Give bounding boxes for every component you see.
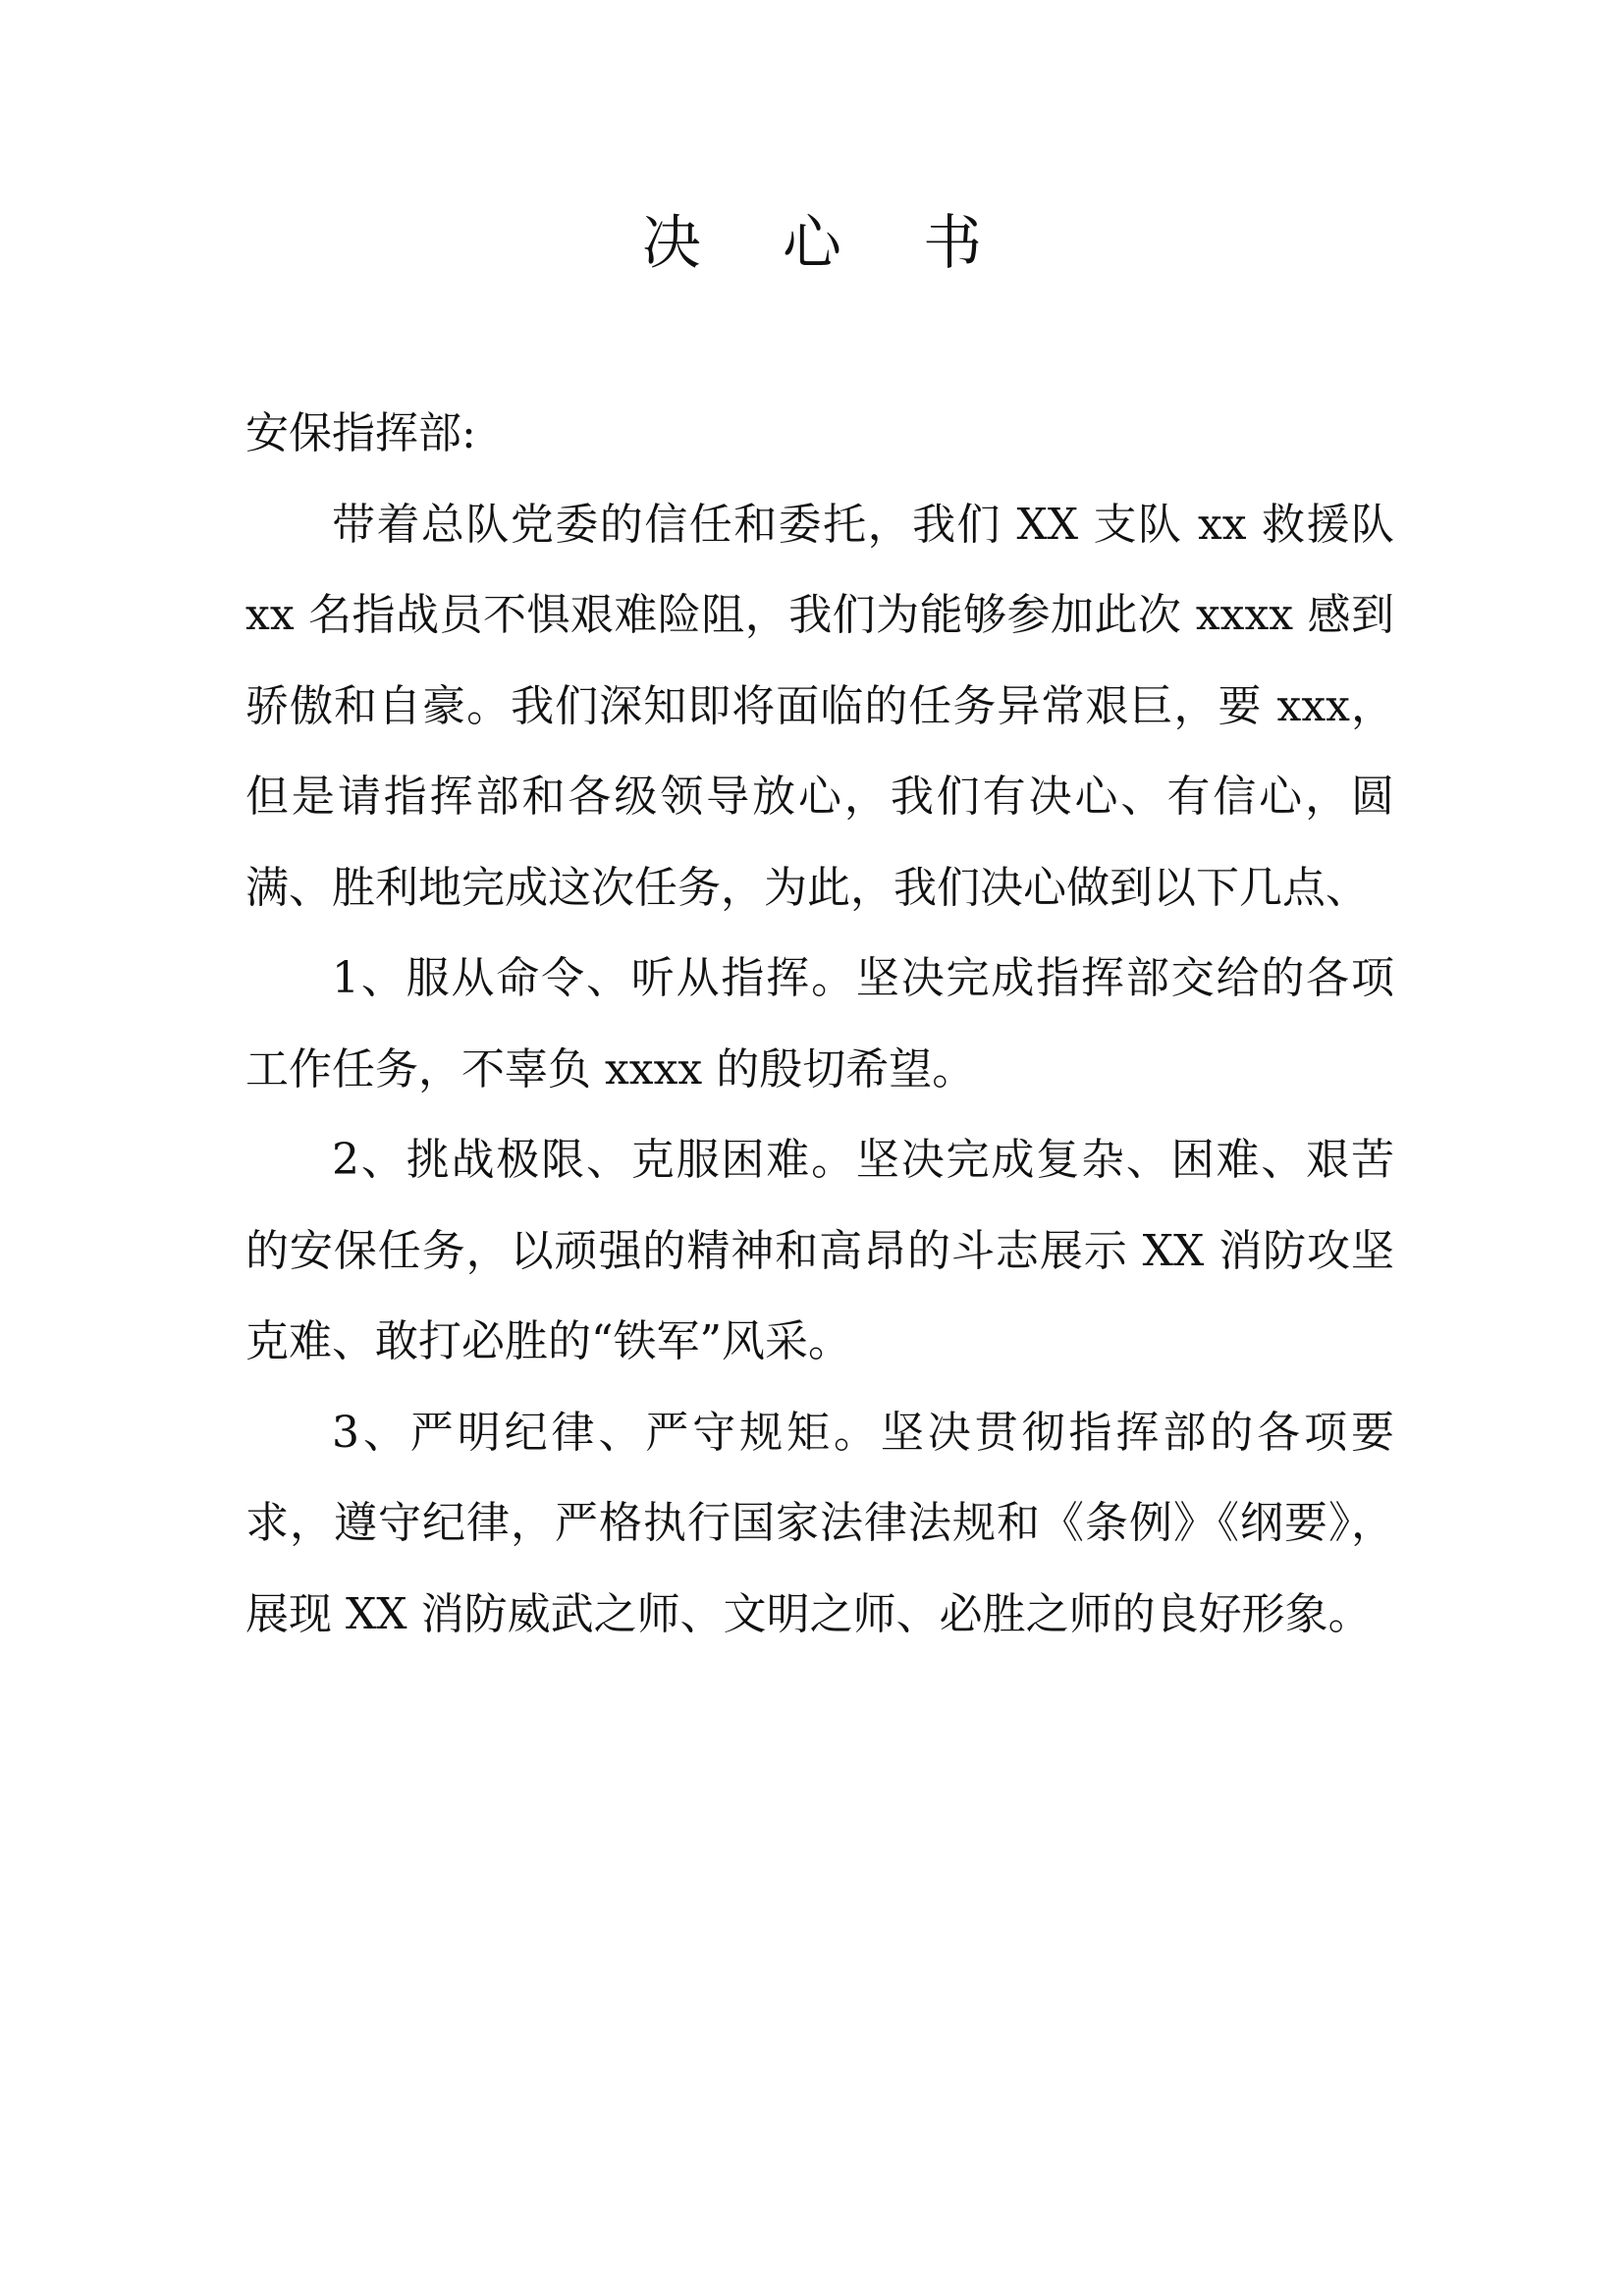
paragraph-point-2: 2、挑战极限、克服困难。坚决完成复杂、困难、艰苦的安保任务，以顽强的精神和高昂的斗志展示 XX 消防攻坚克难、敢打必胜的“铁军”风采。 xyxy=(245,1135,1394,1366)
paragraph-point-1: 1、服从命令、听从指挥。坚决完成指挥部交给的各项工作任务，不辜负 xxxx 的殷切希望。 xyxy=(245,953,1394,1095)
paragraph-point-3: 3、严明纪律、严守规矩。坚决贯彻指挥部的各项要求，遵守纪律，严格执行国家法律法规和《条例》《纲要》，展现 XX 消防威武之师、文明之师、必胜之师的良好形象。 xyxy=(245,1407,1394,1639)
document-body xyxy=(245,389,1394,1660)
document-title: 决 心 书 xyxy=(641,209,1014,278)
salutation: 安保指挥部: xyxy=(245,408,476,458)
paragraph-intro: 带着总队党委的信任和委托，我们 XX 支队 xx 救援队 xx 名指战员不惧艰难险阻，我们为能够参加此次 xxxx 感到骄傲和自豪。我们深知即将面临的任务异常艰巨，要 xxx，但是请指挥部和各级领导放心，我们有决心、有信心，圆满、胜利地完成这次任务，为此，我们决心做到以下几点、 xyxy=(245,499,1394,913)
